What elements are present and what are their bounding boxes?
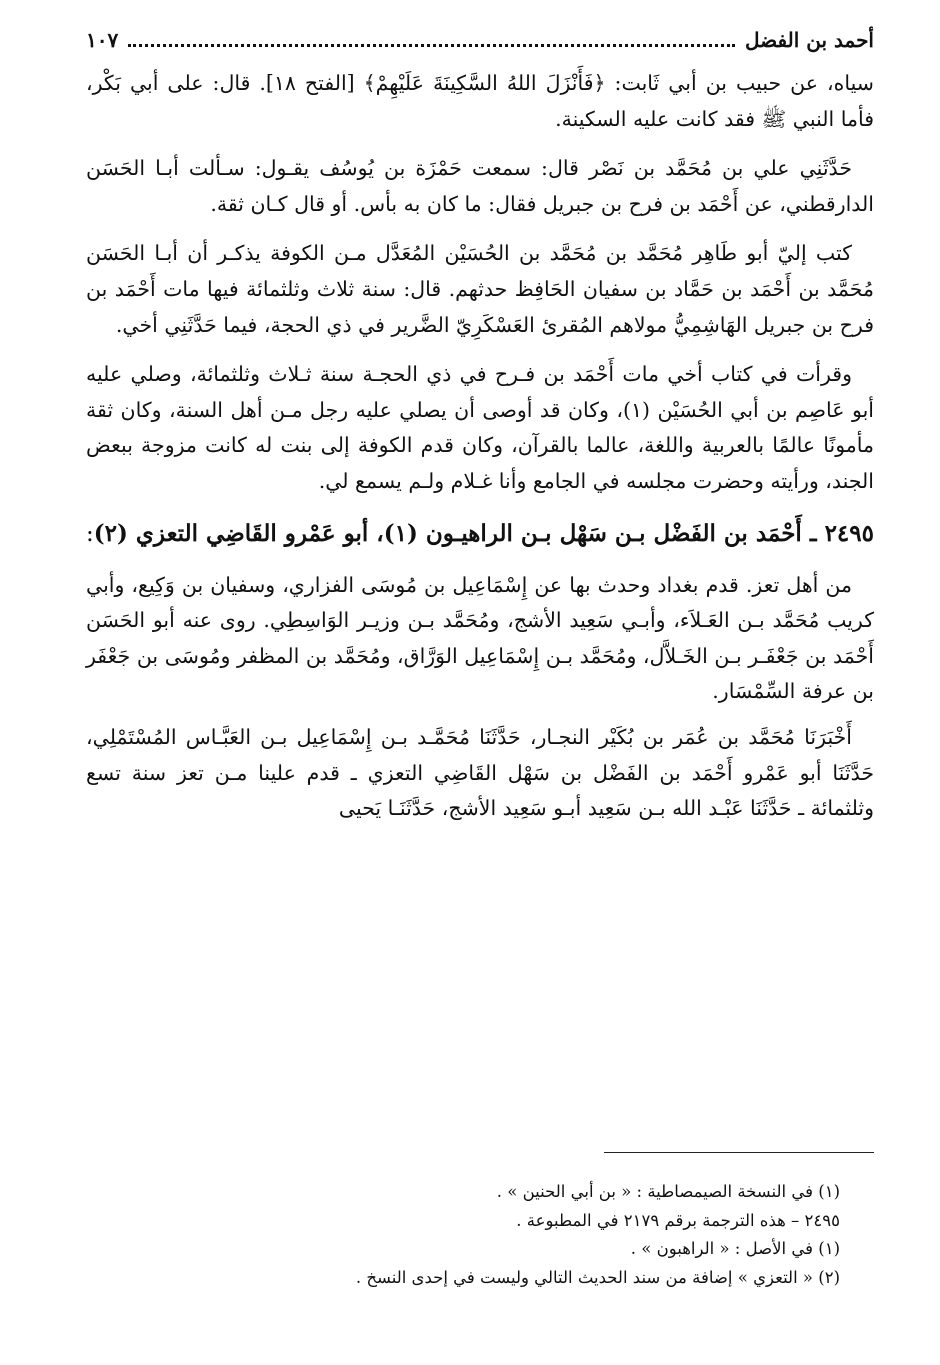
footnote-item: ٢٤٩٥ – هذه الترجمة برقم ٢١٧٩ في المطبوعة . [516,1210,840,1230]
footnote-item: (١) في الأصل : « الراهبون » . [630,1239,840,1258]
paragraph-brother-book: وقرأت في كتاب أخي مات أَحْمَد بن فـرح في ذي الحجـة سنة ثـلاث وثلثمائة، وصلي عليه أبو عَاصِم بن أبي الحُسَيْن (١)، وكان قد أوصى أن يصلي عليه رجل مـن أهل السنة، وكان ثقة مأمونًا عالمًا بالعربية واللغة، عالما بالقرآن، وكان قدم الكوفة إلى بنت له كانت مزوجة ببعض الجند، ورأيته وحضرت مجلسه في الجامع وأنا غـلام ولـم يسمع لي. [86,362,875,493]
running-head-leader-dots [128,30,735,47]
page-number: ١٠٧ [86,28,119,52]
running-head [86,28,874,62]
main-text [86,66,874,827]
paragraph-entry-hadith-chain: أَخْبَرَنَا مُحَمَّد بن عُمَر بن بُكَيْر النجـار، حَدَّثَنَا مُحَمَّـد بـن إِسْمَاعِيل بـن العَبَّـاس المُسْتَمْلِي، حَدَّثَنَا أبو عَمْرو أَحْمَد بن الفَضْل بن سَهْل القَاضِي التعزي ـ قدم علينا مـن تعز سنة تسع وثلثمائة ـ حَدَّثَنَا عَبْـد الله بـن سَعِيد أبـو سَعِيد الأشج، حَدَّثَنَـا يَحيى [86,724,874,821]
paragraph-daraqutni-opinion: حَدَّثَنِي علي بن مُحَمَّد بن نَصْر قال: سمعت حَمْزَة بن يُوسُف يقـول: سـألت أبـا الحَسَن الدارقطني، عن أَحْمَد بن فرح بن جبريل فقال: ما كان به بأس. أو قال كـان ثقة. [86,156,874,216]
footnotes [86,1178,840,1292]
paragraph-death-report: كتب إليّ أبو طَاهِر مُحَمَّد بن مُحَمَّد بن الحُسَيْن المُعَدَّل مـن الكوفة يذكـر أن أبـا الحَسَن مُحَمَّد بن أَحْمَد بن حَمَّاد بن سفيان الحَافِظ حدثهم. قال: سنة ثلاث وثلثمائة فيها مات أَحْمَد بن فرح بن جبريل الهَاشِمِيُّ مولاهم المُقرئ العَسْكَرِيّ الضَّرير في ذي الحجة، فيما حَدَّثَنِي أخي. [86,241,874,337]
footnote-divider [604,1152,874,1153]
entry-heading-colon: : [86,520,94,547]
paragraph-entry-biography: من أهل تعز. قدم بغداد وحدث بها عن إِسْمَاعِيل بن مُوسَى الفزاري، وسفيان بن وَكِيع، وأبي كريب مُحَمَّد بـن العَـلاَء، وأبـي سَعِيد الأشج، ومُحَمَّد بـن وزيـر الوَاسِطِي. روى عنه أبو الحَسَن أَحْمَد بن جَعْفَـر بـن الخَـلاَّل، ومُحَمَّد بـن إِسْمَاعِيل الوَرَّاق، ومُحَمَّد بن المظفر ومُوسَى بن جَعْفَر بن عرفة السِّمْسَار. [86,572,874,704]
footnote-item: (١) في النسخة الصيمصاطية : « بن أبي الحنين » . [496,1182,840,1201]
entry-heading [86,514,874,554]
entry-heading-text: ٢٤٩٥ ـ أَحْمَد بن الفَضْل بـن سَهْل بـن الراهيـون (١)، أبو عَمْرو القَاضِي التعزي (٢) [93,519,874,547]
book-page [86,28,874,1345]
running-head-title: أحمد بن الفضل [745,28,874,52]
footnote-item: (٢) « التعزي » إضافة من سند الحديث التالي وليست في إحدى النسخ . [355,1267,840,1287]
paragraph-continuation: سياه، عن حبيب بن أبي ثَابت: ﴿فَأَنْزَلَ اللهُ السَّكِينَةَ عَلَيْهِمْ﴾ [الفتح ١٨]. قال: على أبي بَكْر، فأما النبي ﷺ فقد كانت عليه السكينة. [86,71,874,131]
